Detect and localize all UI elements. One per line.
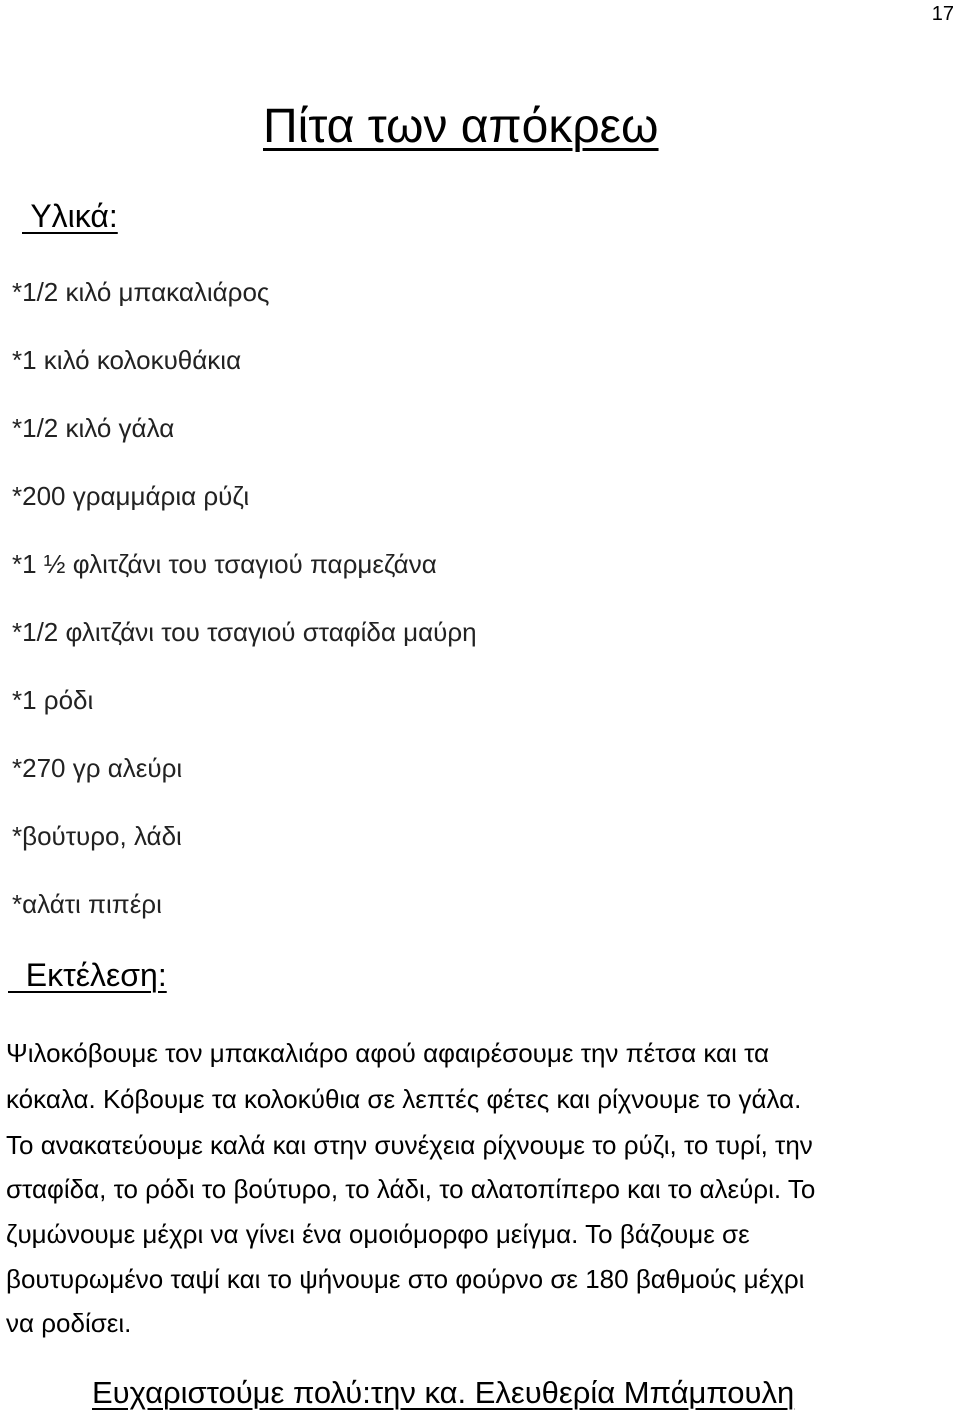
page-number: 17 [931,3,954,25]
method-line: βουτυρωμένο ταψί και το ψήνουμε στο φούρνο σε 180 βαθμούς μέχρι [6,1264,805,1294]
ingredient-item: *1 ½ φλιτζάνι του τσαγιού παρμεζάνα [12,549,437,579]
ingredient-item: *βούτυρο, λάδι [12,821,182,851]
ingredients-heading: Υλικά: [22,198,118,234]
recipe-title: Πίτα των απόκρεω [263,100,659,153]
method-line: να ροδίσει. [6,1308,132,1338]
method-line: κόκαλα. Κόβουμε τα κολοκύθια σε λεπτές φέτες και ρίχνουμε το γάλα. [6,1084,802,1114]
ingredient-item: *1/2 κιλό γάλα [12,413,175,443]
ingredient-item: *1 κιλό κολοκυθάκια [12,345,242,375]
method-line: Το ανακατεύουμε καλά και στην συνέχεια ρίχνουμε το ρύζι, το τυρί, την [6,1130,813,1160]
method-heading: Εκτέλεση: [8,957,167,993]
method-line: Ψιλοκόβουμε τον μπακαλιάρο αφού αφαιρέσουμε την πέτσα και τα [6,1038,770,1068]
ingredient-item: *1/2 κιλό μπακαλιάρος [12,277,270,307]
method-line: ζυμώνουμε μέχρι να γίνει ένα ομοιόμορφο μείγμα. Το βάζουμε σε [6,1219,750,1249]
ingredient-item: *270 γρ αλεύρι [12,753,183,783]
ingredient-item: *1/2 φλιτζάνι του τσαγιού σταφίδα μαύρη [12,617,477,647]
ingredient-item: *αλάτι πιπέρι [12,889,162,919]
ingredient-item: *200 γραμμάρια ρύζι [12,481,250,511]
credits: Ευχαριστούμε πολύ:την κα. Ελευθερία Μπάμπουλη [92,1375,795,1410]
method-line: σταφίδα, το ρόδι το βούτυρο, το λάδι, το αλατοπίπερο και το αλεύρι. Το [6,1174,816,1204]
ingredient-item: *1 ρόδι [12,685,94,715]
